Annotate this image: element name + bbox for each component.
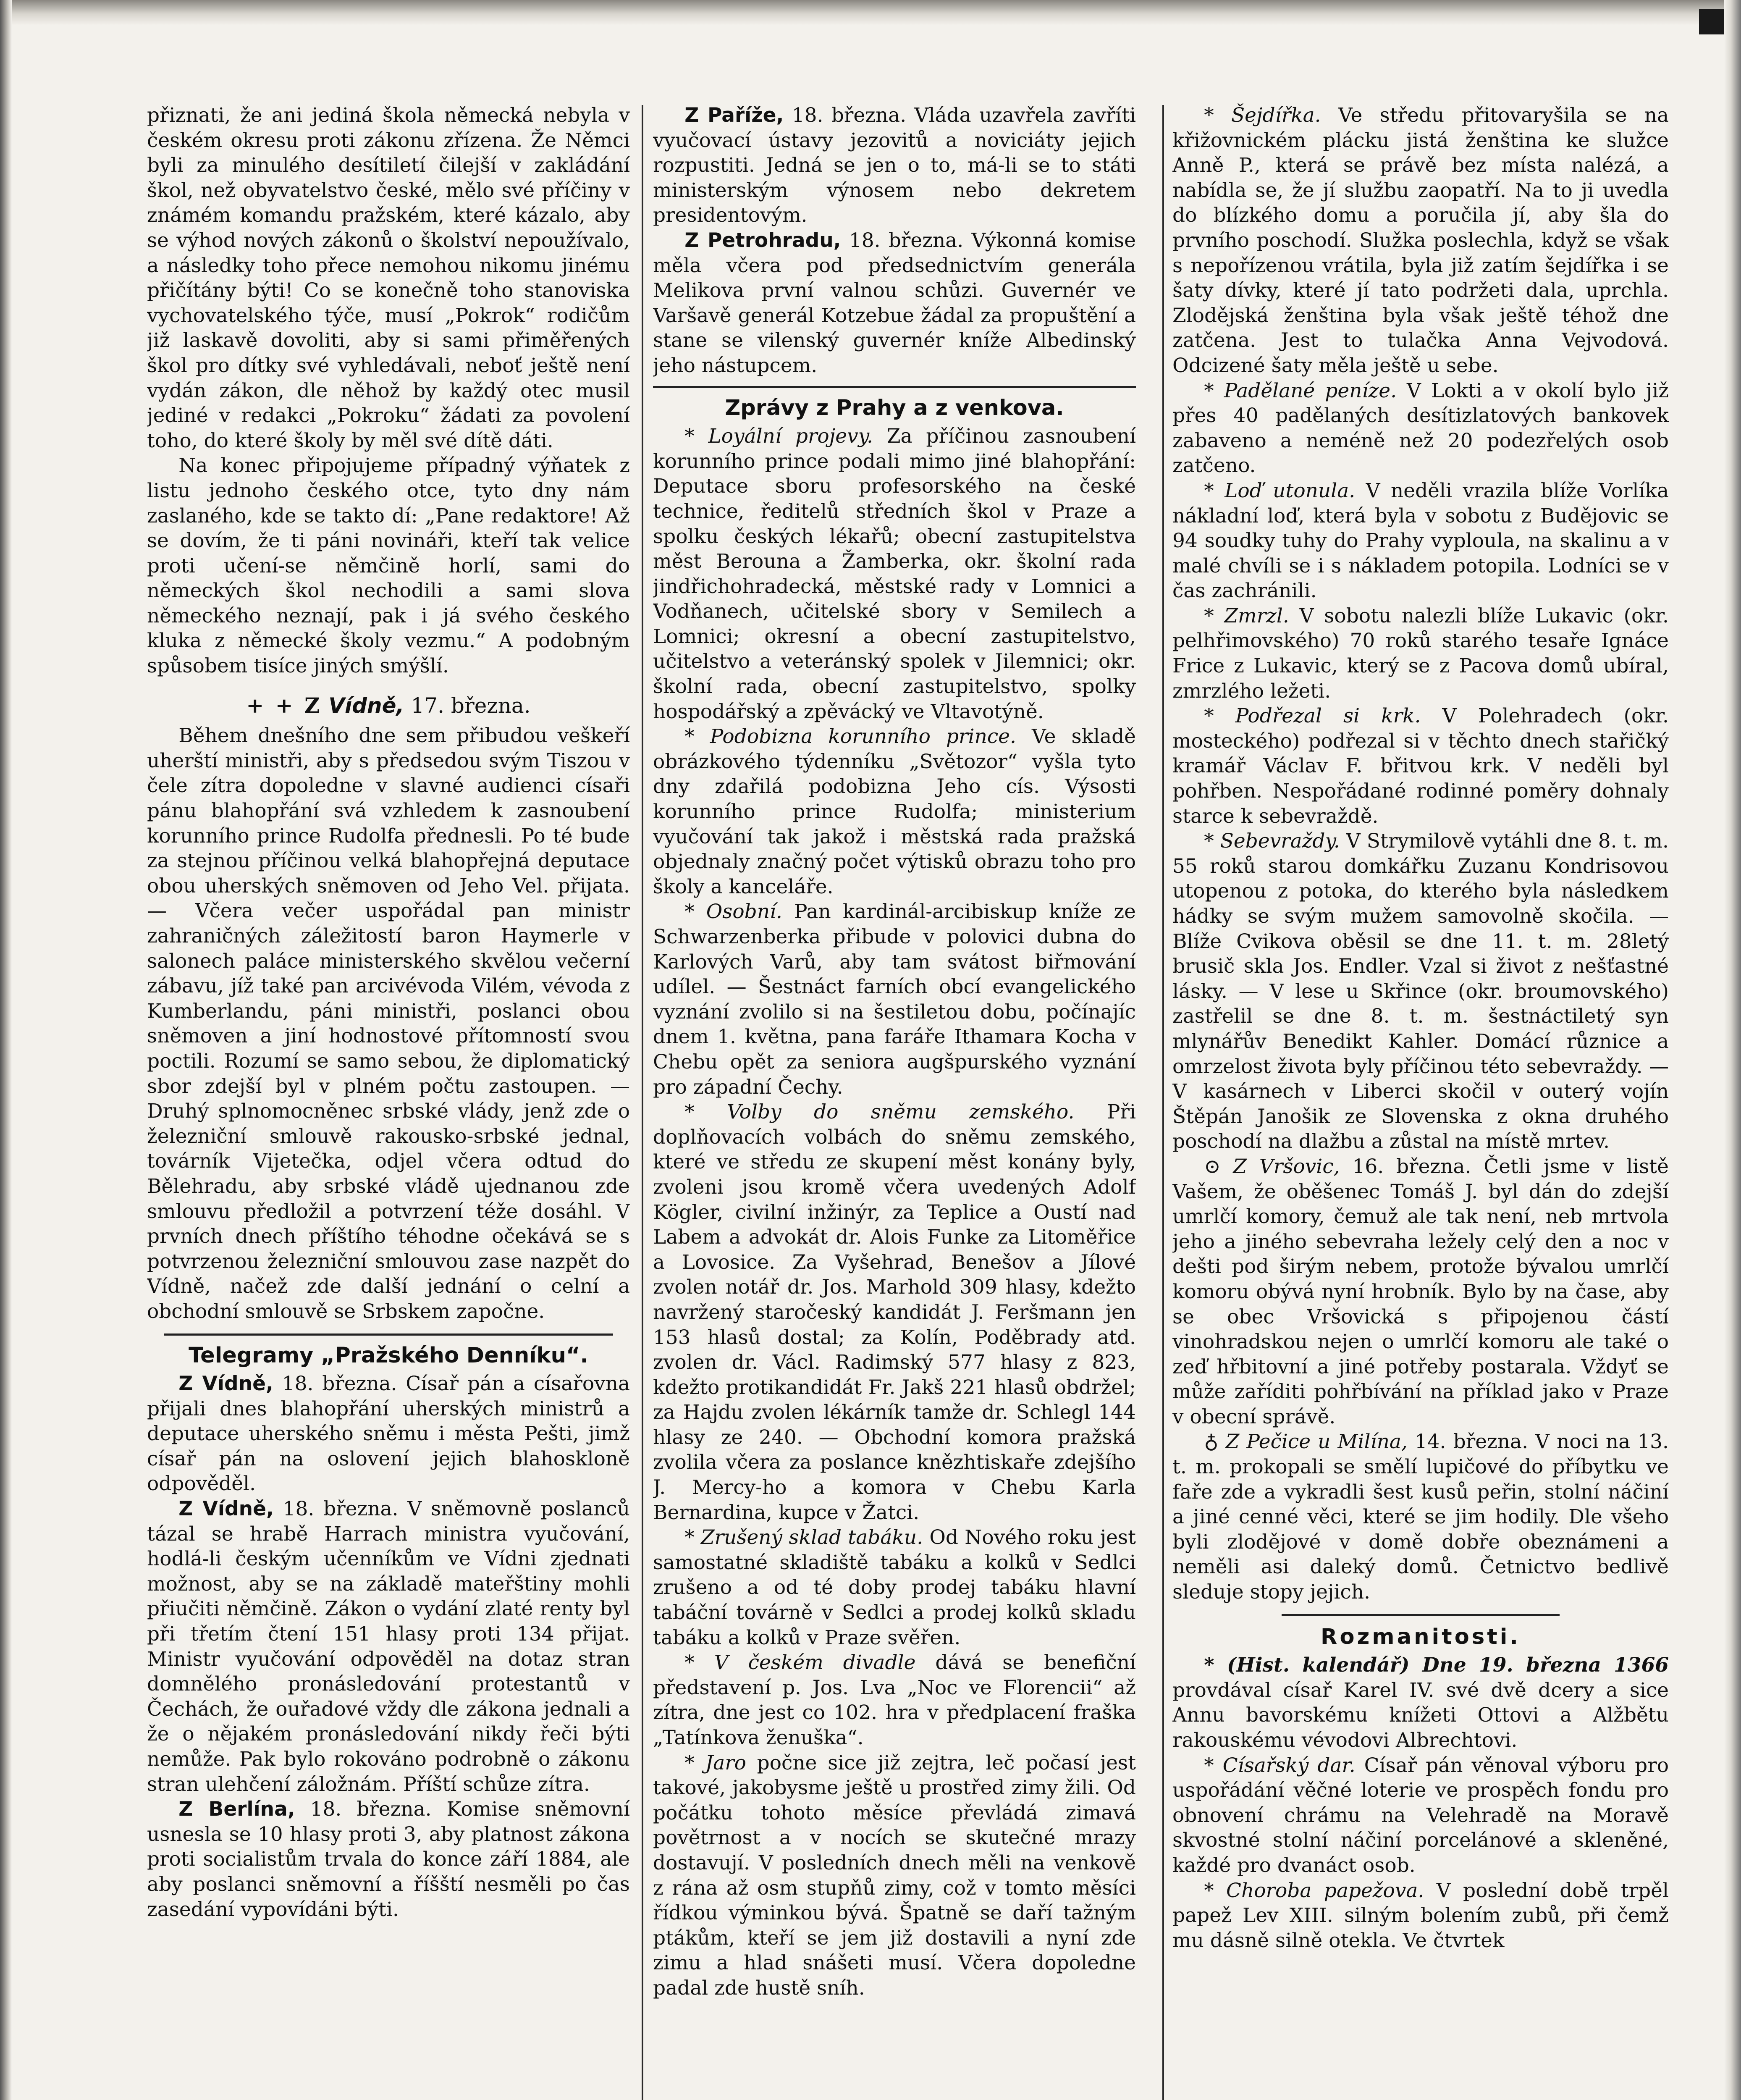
- telegram-item: Z Vídně, 18. března. V sněmovně poslanců tázal se hrabě Harrach ministra vyučování, hodlá-li českým učenníkům ve Vídni zjednati možnost, aby se na základě mateřštiny mohli přiučiti němčině. Zákon o vydání zlaté renty byl při třetím čtení 151 hlasy proti 134 přijat. Ministr vyučování odpověděl na dotaz stran domnělého pronásledování protestantů v Čechách, že ouřadové vždy dle zákona jednali a že o nějakém pronásledování nikdy řeči býti nemůže. Pak bylo rokováno podrobně o zákonu stran ulehčení záložnám. Příští schůze zítra.: [147, 1497, 630, 1796]
- news-item: * Zrušený sklad tabáku. Od Nového roku jest samostatné skladiště tabáku a kolků v Sedlci zrušeno a od té doby prodej tabáku hlavní tabáční továrně v Sedlci a prodej kolků skladu tabáku a kolků v Praze svěřen.: [653, 1526, 1136, 1649]
- news-item-title: * Podobizna korunního prince.: [684, 725, 1016, 748]
- miscellany-item: * (Hist. kalendář) Dne 19. března 1366 provdával císař Karel IV. své dvě dcery a sice Annu bavorskému knížeti Ottovi a Alžbětu rakouskému vévodovi Albrechtovi.: [1172, 1654, 1669, 1752]
- news-item: * Volby do sněmu zemského. Při doplňovacích volbách do sněmu zemského, které ve středu ze skupení měst konány byly, zvoleni jsou kromě včera uvedených Adolf Kögler, civilní inžinýr, za Teplice a Oustí nad Labem a advokát dr. Alois Funke za Litoměřice a Lovosice. Za Vyšehrad, Benešov a Jílové zvolen notář dr. Jos. Marhold 309 hlasy, kdežto navržený staročeský kandidát J. Feršmann jen 153 hlasů dostal; za Kolín, Poděbrady atd. zvolen dr. Václ. Radimský 577 hlasy z 823, kdežto protikandidát Fr. Jakš 221 hlasů obdržel; za Hajdu zvolen lékárník tamže dr. Schlegl 144 hlasy ze 240. — Obchodní komora pražská zvolila včera za poslance knězhtiskaře zdejšího J. Mercy-ho a komora v Chebu Karla Bernardina, kupce v Žatci.: [653, 1100, 1136, 1524]
- miscellany-title: * Choroba papežova.: [1204, 1879, 1424, 1902]
- news-item-title: ♁ Z Pečice u Milína,: [1204, 1430, 1408, 1454]
- column-rule-1: [642, 105, 643, 2100]
- rozmanitosti-heading: Rozmanitosti.: [1321, 1624, 1521, 1649]
- news-item: * Loyální projevy. Za příčinou zasnoubení korunního prince podali mimo jiné blahopřání: Deputace sboru profesorského na české technice, ředitelů středních škol v Praze a spolku českých lékařů; obecní zastupitelstva měst Berouna a Žamberka, okr. školní rada jindřichohradecká, městské rady v Lomnici a Vodňanech, učitelské sbory v Semilech a Lomnici; okresní a obecní zastupitelstvo, učitelstvo a veteránský spolek v Jilemnici; okr. školní rada, obecní zastupitelstvo, spolky hospodářský a zpěvácký ve Vltavotýně.: [653, 425, 1136, 723]
- news-item-title: * Loď utonula.: [1204, 479, 1356, 502]
- section-divider: [1282, 1614, 1560, 1616]
- news-item-title: * Jaro: [684, 1751, 746, 1774]
- miscellany-item: * Choroba papežova. V poslední době trpěl papež Lev XIII. silným bolením zubů, při čemž mu dásně silně otekla. Ve čtvrtek: [1172, 1879, 1669, 1952]
- news-item: * Loď utonula. V neděli vrazila blíže Vorlíka nákladní loď, která byla v sobotu z Budějovic se 94 soudky tuhy do Prahy vyploula, na skalinu a v malé chvíli se i s nákladem potopila. Lodníci se v čas zachránili.: [1172, 479, 1669, 603]
- column-3: [1172, 103, 1669, 2100]
- news-item-title: * Osobní.: [684, 900, 782, 924]
- news-item: * Jaro počne sice již zejtra, leč počasí jest takové, jakobysme ještě u prostřed zimy žili. Od počátku tohoto měsíce převládá zimavá povětrnost a v nocích se skutečné mrazy dostavují. V posledních dnech měli na venkově z rána až osm stupňů zimy, což v tomto měsíci řídkou výminkou bývá. Špatně se daří tažným ptákům, kteří se jem již dostavili a nyní zde zimu a hlad snášeti musí. Včera dopoledne padal zde hustě sníh.: [653, 1751, 1136, 2000]
- article-paragraph: Na konec připojujeme případný výňatek z listu jednoho českého otce, tyto dny nám zaslaného, kde se takto dí: „Pane redaktore! Až se dovím, že ti páni novináři, kteří tak velice proti učení-se němčině horlí, sami do německých škol nechodili a sami slova německého neznají, pak i já svého českého kluka z německé školy vezmu.“ A podobným spůsobem tisíce jiných smýšlí.: [147, 454, 630, 678]
- vienna-dateline: + + Z Vídně, 17. března.: [246, 693, 531, 718]
- telegram-item: Z Vídně, 18. března. Císař pán a císařovna přijali dnes blahopřání uherských ministrů a deputace uherského sněmu i města Pešti, jimž císař pán na oslovení jejich blahoskloně odpověděl.: [147, 1372, 630, 1496]
- news-item: * Podřezal si krk. V Polehradech (okr. mosteckého) podřezal si v těchto dnech stařičký kramář Václav F. břitvou krk. V neděli byl pohřben. Nespořádané rodinné poměry dohnaly starce k sebevraždě.: [1172, 704, 1669, 828]
- news-item-title: * Sebevraždy.: [1204, 830, 1340, 853]
- news-item-title: * Zrušený sklad tabáku.: [684, 1526, 923, 1549]
- news-item-title: * Zmrzl.: [1204, 604, 1289, 627]
- telegrams-heading: Telegramy „Pražského Denníku“.: [189, 1343, 588, 1368]
- scan-edge-top: [0, 0, 1741, 25]
- news-item: * Zmrzl. V sobotu nalezli blíže Lukavic (okr. pelhřimovského) 70 roků starého tesaře Ignáce Frice z Lukavic, který se z Pacova domů ubíral, zmrzlého ležeti.: [1172, 604, 1669, 703]
- vienna-report: Během dnešního dne sem přibudou veškeří uherští ministři, aby s předsedou svým Tiszou v čele zítra dopoledne v slavné audienci císaři pánu blahopřání svá vzhledem k zasnoubení korunního prince Rudolfa přednesli. Po té bude za stejnou příčinou velká blahopřejná deputace obou uherských sněmoven od Jeho Vel. přijata. — Včera večer uspořádal pan ministr zahraničných záležitostí baron Haymerle v salonech paláce ministerského skvělou večerní zábavu, jíž také pan arcivévoda Vilém, vévoda z Kumberlandu, páni ministři, poslanci obou sněmoven a jiní hodnostové přítomností svou poctili. Rozumí se samo sebou, že diplomatický sbor zdejší byl v plném počtu zastoupen. — Druhý splnomocněnec srbské vlády, jenž zde o železniční smlouvě rakousko-srbské jednal, továrník Vijetečka, odjel včera odtud do Bělehradu, aby srbské vládě ujednanou zde smlouvu předložil a potvrzení téže dosáhl. V prvních dnech příštího téhodne očekává se s potvrzenou železniční smlouvou zase nazpět do Vídně, načež zde další jednání o celní a obchodní smlouvě se Srbskem započne.: [147, 724, 630, 1323]
- telegram-item: Z Berlína, 18. března. Komise sněmovní usnesla se 10 hlasy proti 3, aby platnost zákona proti socialistům trvala do konce září 1884, ale aby poslanci sněmovní a říšští nesměli po čas zasedání vypovídáni býti.: [147, 1798, 630, 1921]
- column-rule-2: [1162, 105, 1164, 2100]
- news-item-title: ⊙ Z Vršovic,: [1204, 1155, 1340, 1178]
- news-item-title: * Šejdířka.: [1204, 104, 1321, 127]
- miscellany-title: * (Hist. kalendář) Dne 19. března 1366: [1204, 1654, 1669, 1677]
- news-item-title: * Loyální projevy.: [684, 425, 873, 448]
- miscellany-title: * Císařský dar.: [1204, 1754, 1356, 1777]
- news-item: * Sebevraždy. V Strymilově vytáhli dne 8. t. m. 55 roků starou domkářku Zuzanu Kondrisovou utopenou z potoka, do kterého byla následkem hádky se svým mužem samovolně skočila. — Blíže Cvikova oběsil se dne 11. t. m. 28letý brusič skla Jos. Endler. Vzal si život z nešťastné lásky. — V lese u Skřince (okr. broumovského) zastřelil se dne 8. t. m. šestnáctiletý syn mlynářův Benedikt Kahler. Domácí různice a omrzelost života byly příčinou této sebevraždy. — V kasárnech v Liberci skočil v outerý vojín Štěpán Janošik ze Slovenska z okna druhého poschodí na dlažbu a zůstal na místě mrtev.: [1172, 830, 1669, 1153]
- news-item-title: * V českém divadle: [684, 1651, 916, 1675]
- news-item: * V českém divadle dává se benefiční představení p. Jos. Lva „Noc ve Florencii“ až zítra, dne jest co 102. hra v předplacení fraška „Tatínkova ženuška“.: [653, 1651, 1136, 1749]
- news-item-title: * Padělané peníze.: [1204, 379, 1397, 402]
- section-divider: [164, 1334, 613, 1336]
- article-paragraph: přiznati, že ani jediná škola německá nebyla v českém okresu proti zákonu zřízena. Že Němci byli za minulého desítiletí čilejší v zakládání škol, než obyvatelstvo české, mělo své příčiny v známém komandu pražském, které kázalo, aby se výhod nových zákonů o školství nepoužívalo, a následky toho přece nemohou nikomu jinému přičítány býti! Co se konečně toho stanoviska vychovatelského týče, musí „Pokrok“ rodičům již laskavě dovoliti, aby si sami přiměřených škol pro dítky své vyhledávali, neboť ještě není vydán zákon, dle něhož by každý otec musil jediné v redakci „Pokroku“ žádati za povolení toho, do které školy by měl své dítě dáti.: [147, 104, 630, 452]
- news-item: ♁ Z Pečice u Milína, 14. března. V noci na 13. t. m. prokopali se smělí lupičové do příbytku ve faře zde a vykradli šest kusů peřin, stolní náčiní a jiné cenné věci, které se jim hodily. Dle všeho byli zlodějové v domě dobře obeznámeni a neměli asi daleký domů. Četnictvo bedlivě sleduje stopy jejich.: [1172, 1430, 1669, 1604]
- scan-edge-left: [0, 0, 12, 2100]
- telegram-item: Z Petrohradu, 18. března. Výkonná komise měla včera pod předsednictvím generála Melikova první valnou schůzi. Guvernér ve Varšavě generál Kotzebue žádal za propuštění a stane se vilenský guvernér kníže Albedinský jeho nástupcem.: [653, 228, 1136, 377]
- miscellany-item: * Císařský dar. Císař pán věnoval výboru pro uspořádání věčné loterie ve prospěch fondu pro obnovení chrámu na Velehradě na Moravě skvostné stolní náčiní porcelánové a skleněné, každé pro dvanáct osob.: [1172, 1754, 1669, 1877]
- news-item: ⊙ Z Vršovic, 16. března. Četli jsme v listě Vašem, že oběšenec Tomáš J. byl dán do zdejší umrlčí komory, čemuž ale tak není, neb mrtvola jeho a jiného sebevraha ležely celý den a noc v dešti pod širým nebem, protože bývalou umrlčí komoru obývá nyní hrobník. Bylo by na čase, aby se obec Vršovická s připojenou částí vinohradskou nejen o umrlčí komoru ale také o zeď hřbitovní a jiné potřeby postarala. Vždyť se může zaříditi pohřbívání na příklad jako v Praze v obecní správě.: [1172, 1155, 1669, 1428]
- news-item: * Padělané peníze. V Lokti a v okolí bylo již přes 40 padělaných desítizlatových bankovek zabaveno a neméně než 20 podezřelých osob zatčeno.: [1172, 379, 1669, 478]
- section-divider: [653, 386, 1136, 388]
- news-item: * Podobizna korunního prince. Ve skladě obrázkového týdenníku „Světozor“ vyšla tyto dny zdařilá podobizna Jeho cís. Výsosti korunního prince Rudolfa; ministerium vyučování tak jakož i městská rada pražská objednaly značný počet výtisků obrazu toho pro školy a kanceláře.: [653, 725, 1136, 898]
- scan-corner-mark: [1699, 9, 1724, 34]
- news-item-title: * Volby do sněmu zemského.: [684, 1100, 1075, 1124]
- news-item: * Šejdířka. Ve středu přitovaryšila se na křižovnickém plácku jistá ženština ke služce Anně P., která se právě bez místa nalézá, a nabídla se, že jí službu zaopatří. Na to ji uvedla do blízkého domu a poručila jí, aby šla do prvního poschodí. Služka poslechla, když se však s nepořízenou vrátila, byla již zatím šejdířka i se šaty dívky, které jí tato podržeti dala, uprchla. Zlodějská ženština byla však ještě téhož dne zatčena. Jest to tulačka Anna Vejvodová. Odcizené šaty měla ještě u sebe.: [1172, 104, 1669, 377]
- prague-news-heading: Zprávy z Prahy a z venkova.: [725, 395, 1064, 420]
- column-1: [147, 103, 630, 2100]
- news-item: * Osobní. Pan kardinál-arcibiskup kníže ze Schwarzenberka přibude v polovici dubna do Karlových Varů, aby tam svátost biřmování udílel. — Šestnáct farních obcí evangelického vyznání zvolilo si na šestiletou dobu, počínajíc dnem 1. května, pana faráře Ithamara Kocha v Chebu opět za seniora augšpurského vyznání pro západní Čechy.: [653, 900, 1136, 1099]
- scan-edge-right: [1724, 0, 1741, 2100]
- news-item-title: * Podřezal si krk.: [1204, 704, 1421, 728]
- telegram-item: Z Paříže, 18. března. Vláda uzavřela zavříti vyučovací ústavy jezovitů a noviciáty jejich rozpustiti. Jedná se jen o to, má-li se to státi ministerským výnosem nebo dekretem presidentovým.: [653, 104, 1136, 227]
- column-2: [653, 103, 1136, 2100]
